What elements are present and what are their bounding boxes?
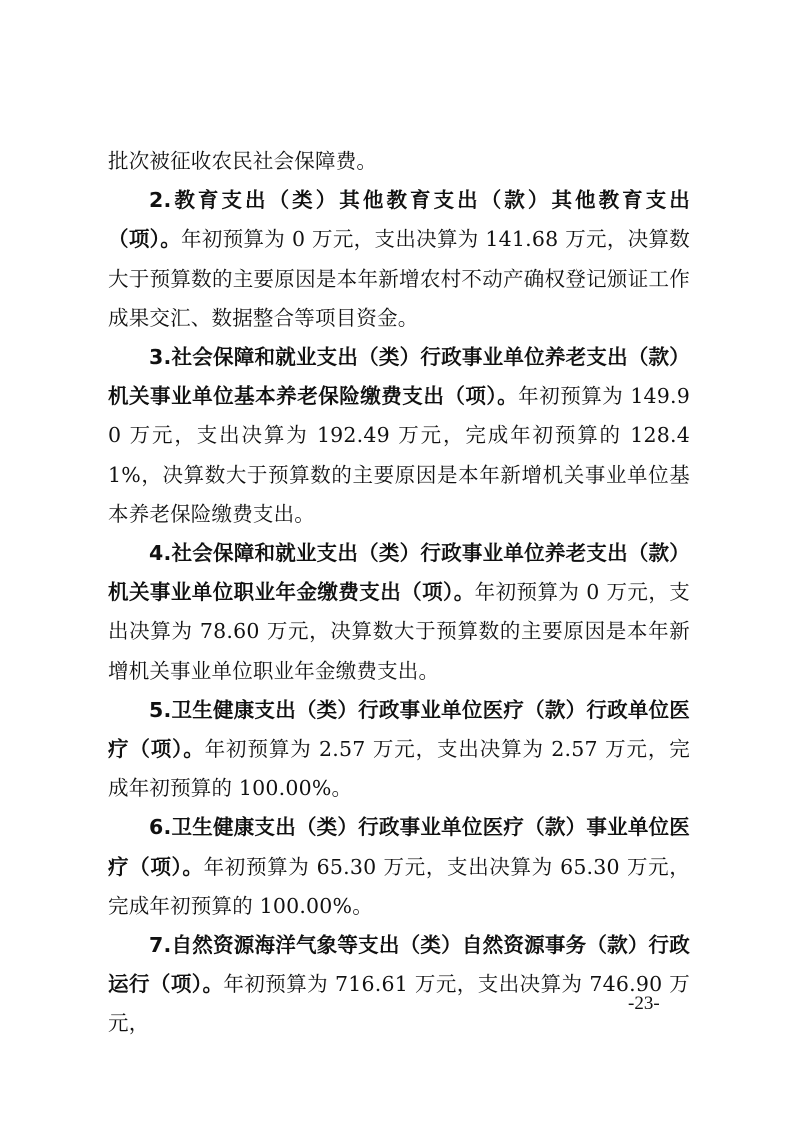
item-3-heading: 3.社会保障和就业支出（类）行政事业单位养老支出（款）机关事业单位基本养老保险缴费支出（项）。 [108, 345, 690, 409]
item-4-body: 年初预算为 0 万元，支出决算为 78.60 万元，决算数大于预算数的主要原因是本年新增机关事业单位职业年金缴费支出。 [108, 580, 690, 683]
item-3-body: 年初预算为 149.90 万元，支出决算为 192.49 万元，完成年初预算的 128.41%，决算数大于预算数的主要原因是本年新增机关事业单位基本养老保险缴费支出。 [108, 384, 691, 526]
item-2-heading: 2.教育支出（类）其他教育支出（款）其他教育支出（项）。 [108, 188, 690, 252]
item-3-paragraph [108, 338, 690, 534]
item-4-paragraph [108, 534, 690, 691]
page-number: -23- [628, 993, 660, 1014]
item-6-body: 年初预算为 65.30 万元，支出决算为 65.30 万元，完成年初预算的 100.00%。 [108, 854, 690, 918]
item-6-paragraph [108, 808, 690, 926]
item-2-body: 年初预算为 0 万元，支出决算为 141.68 万元，决算数大于预算数的主要原因是本年新增农村不动产确权登记颁证工作成果交汇、数据整合等项目资金。 [108, 227, 690, 330]
item-7-heading: 7.自然资源海洋气象等支出（类）自然资源事务（款）行政运行（项）。 [108, 933, 690, 997]
item-5-heading: 5.卫生健康支出（类）行政事业单位医疗（款）行政单位医疗（项）。 [108, 697, 690, 762]
item-2-paragraph [108, 181, 690, 338]
item-5-paragraph [108, 691, 690, 809]
document-page [108, 142, 690, 1044]
item-6-heading: 6.卫生健康支出（类）行政事业单位医疗（款）事业单位医疗（项）。 [108, 815, 690, 879]
item-7-paragraph [108, 926, 690, 1044]
item-5-body: 年初预算为 2.57 万元，支出决算为 2.57 万元，完成年初预算的 100.00%。 [108, 737, 691, 801]
item-4-heading: 4.社会保障和就业支出（类）行政事业单位养老支出（款）机关事业单位职业年金缴费支出（项）。 [108, 541, 690, 605]
item-7-body: 年初预算为 716.61 万元，支出决算为 746.90 万元， [108, 972, 690, 1036]
lead-paragraph: 批次被征收农民社会保障费。 [108, 149, 378, 173]
